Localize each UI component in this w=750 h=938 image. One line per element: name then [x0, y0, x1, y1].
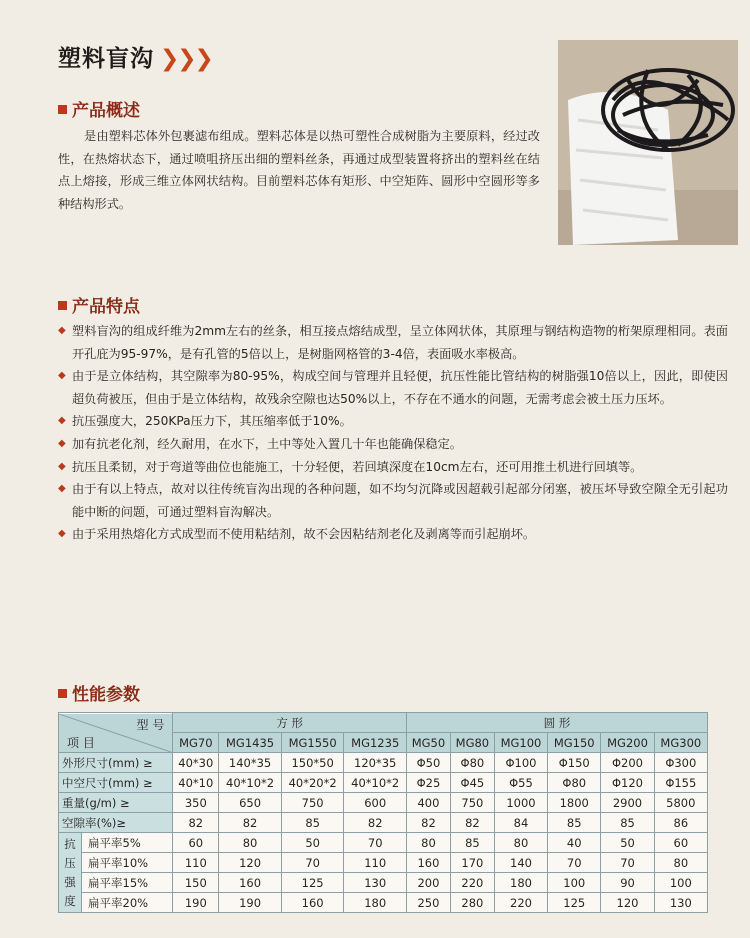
params-heading — [58, 680, 140, 705]
table-cell: 80 — [219, 833, 282, 853]
table-cell: Φ300 — [654, 753, 707, 773]
row-label-cell: 重量(g/m) ≥ — [59, 793, 173, 813]
table-cell: 110 — [173, 853, 219, 873]
table-cell: 85 — [450, 833, 494, 853]
table-cell: Φ100 — [494, 753, 547, 773]
table-row — [59, 793, 708, 813]
table-cell: 85 — [281, 813, 344, 833]
table-cell: Φ55 — [494, 773, 547, 793]
table-cell: 125 — [548, 893, 601, 913]
table-cell: 82 — [344, 813, 407, 833]
table-row — [59, 893, 708, 913]
strength-label-char: 度 — [64, 893, 76, 908]
table-cell: 125 — [281, 873, 344, 893]
diamond-bullet-icon: ◆ — [58, 460, 66, 472]
table-cell: 750 — [450, 793, 494, 813]
table-cell: 130 — [654, 893, 707, 913]
table-cell: 160 — [281, 893, 344, 913]
table-row — [59, 833, 708, 853]
strength-label-char: 抗 — [64, 836, 76, 851]
table-cell: 280 — [450, 893, 494, 913]
table-cell: Φ80 — [548, 773, 601, 793]
params-table — [58, 712, 708, 913]
table-cell: 40*30 — [173, 753, 219, 773]
table-cell: 40*10*2 — [344, 773, 407, 793]
list-item: ◆ 由于有以上特点，故对以往传统盲沟出现的各种问题，如不均匀沉降或因超载引起部分闭塞，被压坏导致空隙全无引起功能中断的问题，可通过塑料盲沟解决。 — [58, 478, 728, 523]
model-header-cell: MG1550 — [281, 733, 344, 753]
diamond-bullet-icon: ◆ — [58, 370, 66, 382]
table-cell: 90 — [601, 873, 654, 893]
table-cell: Φ150 — [548, 753, 601, 773]
table-cell: 1000 — [494, 793, 547, 813]
diamond-bullet-icon: ◆ — [58, 483, 66, 495]
table-cell: 250 — [407, 893, 451, 913]
table-cell: 82 — [219, 813, 282, 833]
table-cell: Φ200 — [601, 753, 654, 773]
table-cell: Φ155 — [654, 773, 707, 793]
table-cell: 40 — [548, 833, 601, 853]
table-cell: 600 — [344, 793, 407, 813]
table-cell: Φ120 — [601, 773, 654, 793]
list-item: ◆ 塑料盲沟的组成纤维为2mm左右的丝条，相互接点熔结成型，呈立体网状体，其原理与钢结构造物的桁架原理相同。表面开孔庇为95-97%，是有孔管的5倍以上，是树脂网格管的3-4倍，表面吸水率极高。 — [58, 320, 728, 365]
strength-label-char: 强 — [64, 874, 76, 889]
table-cell: 40*20*2 — [281, 773, 344, 793]
table-cell: Φ50 — [407, 753, 451, 773]
list-item: ◆ 加有抗老化剂，经久耐用，在水下，土中等处入置几十年也能确保稳定。 — [58, 433, 728, 456]
square-bullet-icon — [58, 301, 67, 310]
diamond-bullet-icon: ◆ — [58, 437, 66, 449]
table-cell: 50 — [601, 833, 654, 853]
product-photo — [558, 40, 738, 245]
row-label-cell: 空隙率(%)≥ — [59, 813, 173, 833]
table-cell: 120*35 — [344, 753, 407, 773]
table-cell: 160 — [219, 873, 282, 893]
table-cell: 82 — [450, 813, 494, 833]
overview-heading-text: 产品概述 — [72, 101, 140, 121]
table-cell: 180 — [344, 893, 407, 913]
row-label-cell: 外形尺寸(mm) ≥ — [59, 753, 173, 773]
model-header-cell: MG150 — [548, 733, 601, 753]
table-cell: 220 — [450, 873, 494, 893]
table-cell: 1800 — [548, 793, 601, 813]
table-cell: 110 — [344, 853, 407, 873]
page-title — [58, 40, 212, 73]
table-cell: 120 — [601, 893, 654, 913]
table-cell: 190 — [219, 893, 282, 913]
table-cell: 180 — [494, 873, 547, 893]
table-cell: 140*35 — [219, 753, 282, 773]
table-cell: 85 — [601, 813, 654, 833]
model-header-cell: MG50 — [407, 733, 451, 753]
table-cell: 5800 — [654, 793, 707, 813]
table-cell: 220 — [494, 893, 547, 913]
table-cell: 85 — [548, 813, 601, 833]
diamond-bullet-icon: ◆ — [58, 415, 66, 427]
model-header-cell: MG200 — [601, 733, 654, 753]
model-header-cell: MG80 — [450, 733, 494, 753]
table-cell: 100 — [654, 873, 707, 893]
table-row — [59, 713, 708, 733]
table-cell: 40*10 — [173, 773, 219, 793]
table-cell: 160 — [407, 853, 451, 873]
corner-item-label: 项 目 — [67, 735, 95, 750]
table-cell: 70 — [281, 853, 344, 873]
list-item: ◆ 由于采用热熔化方式成型而不使用粘结剂，故不会因粘结剂老化及剥离等而引起崩坏。 — [58, 523, 728, 546]
table-row — [59, 813, 708, 833]
table-cell: 170 — [450, 853, 494, 873]
overview-heading — [58, 96, 140, 121]
table-cell: 70 — [344, 833, 407, 853]
table-cell: 80 — [654, 853, 707, 873]
plastic-drain-core-image — [558, 40, 738, 245]
table-cell: 150 — [173, 873, 219, 893]
square-bullet-icon — [58, 105, 67, 114]
group-square: 方 形 — [173, 713, 407, 733]
features-heading — [58, 292, 140, 317]
table-cell: 40*10*2 — [219, 773, 282, 793]
model-header-cell: MG70 — [173, 733, 219, 753]
params-heading-text: 性能参数 — [72, 685, 140, 705]
table-cell: 400 — [407, 793, 451, 813]
strength-sub-label: 扁平率20% — [82, 893, 173, 913]
overview-text: 是由塑料芯体外包裹滤布组成。塑料芯体是以热可塑性合成树脂为主要原料，经过改性，在热熔状态下，通过喷咀挤压出细的塑料丝条，再通过成型装置将挤出的塑料丝在结点上熔接，形成三维立体网状结构。目前塑料芯体有矩形、中空矩阵、圆形中空圆形等多种结构形式。 — [58, 129, 540, 211]
strength-sub-label: 扁平率5% — [82, 833, 173, 853]
list-item: ◆ 抗压强度大，250KPa压力下，其压缩率低于10%。 — [58, 410, 728, 433]
table-cell: Φ80 — [450, 753, 494, 773]
list-item: ◆ 由于是立体结构，其空隙率为80-95%，构成空间与管理并且轻便，抗压性能比管结构的树脂强10倍以上，因此，即使因超负荷被压，但由于是立体结构，故残余空隙也达50%以上，不存在不通水的问题，无需考虑会被土压力压坏。 — [58, 365, 728, 410]
title-arrows-icon: ❯❯❯ — [160, 46, 212, 72]
table-cell: 84 — [494, 813, 547, 833]
table-cell: 120 — [219, 853, 282, 873]
table-cell: 80 — [407, 833, 451, 853]
table-cell: 80 — [494, 833, 547, 853]
table-cell: 70 — [548, 853, 601, 873]
strength-label-char: 压 — [64, 855, 76, 870]
model-header-cell: MG300 — [654, 733, 707, 753]
table-cell: 200 — [407, 873, 451, 893]
diamond-bullet-icon: ◆ — [58, 325, 66, 336]
table-cell: 50 — [281, 833, 344, 853]
model-header-cell: MG1435 — [219, 733, 282, 753]
strength-sub-label: 扁平率15% — [82, 873, 173, 893]
table-row — [59, 873, 708, 893]
table-cell: 60 — [654, 833, 707, 853]
table-cell: 86 — [654, 813, 707, 833]
table-cell: 100 — [548, 873, 601, 893]
table-cell: Φ25 — [407, 773, 451, 793]
table-cell: 2900 — [601, 793, 654, 813]
table-cell: 130 — [344, 873, 407, 893]
table-cell: 750 — [281, 793, 344, 813]
table-cell: 190 — [173, 893, 219, 913]
group-round: 圆 形 — [407, 713, 708, 733]
strength-sub-label: 扁平率10% — [82, 853, 173, 873]
row-label-cell: 中空尺寸(mm) ≥ — [59, 773, 173, 793]
title-text: 塑料盲沟 — [58, 46, 154, 72]
features-list — [58, 320, 728, 546]
diamond-bullet-icon: ◆ — [58, 528, 66, 540]
table-cell: 350 — [173, 793, 219, 813]
strength-group-label — [59, 833, 82, 913]
list-item: ◆ 抗压且柔韧，对于弯道等曲位也能施工，十分轻便，若回填深度在10cm左右，还可用推土机进行回填等。 — [58, 456, 728, 479]
table-cell: 140 — [494, 853, 547, 873]
table-cell: 650 — [219, 793, 282, 813]
table-cell: 150*50 — [281, 753, 344, 773]
table-cell: 60 — [173, 833, 219, 853]
table-cell: Φ45 — [450, 773, 494, 793]
table-row — [59, 753, 708, 773]
features-heading-text: 产品特点 — [72, 297, 140, 317]
model-header-cell: MG100 — [494, 733, 547, 753]
table-cell: 82 — [407, 813, 451, 833]
table-cell: 70 — [601, 853, 654, 873]
square-bullet-icon — [58, 689, 67, 698]
table-corner-cell — [59, 713, 173, 753]
table-row — [59, 853, 708, 873]
table-row — [59, 773, 708, 793]
table-cell: 82 — [173, 813, 219, 833]
model-header-cell: MG1235 — [344, 733, 407, 753]
corner-model-label: 型 号 — [136, 717, 165, 732]
